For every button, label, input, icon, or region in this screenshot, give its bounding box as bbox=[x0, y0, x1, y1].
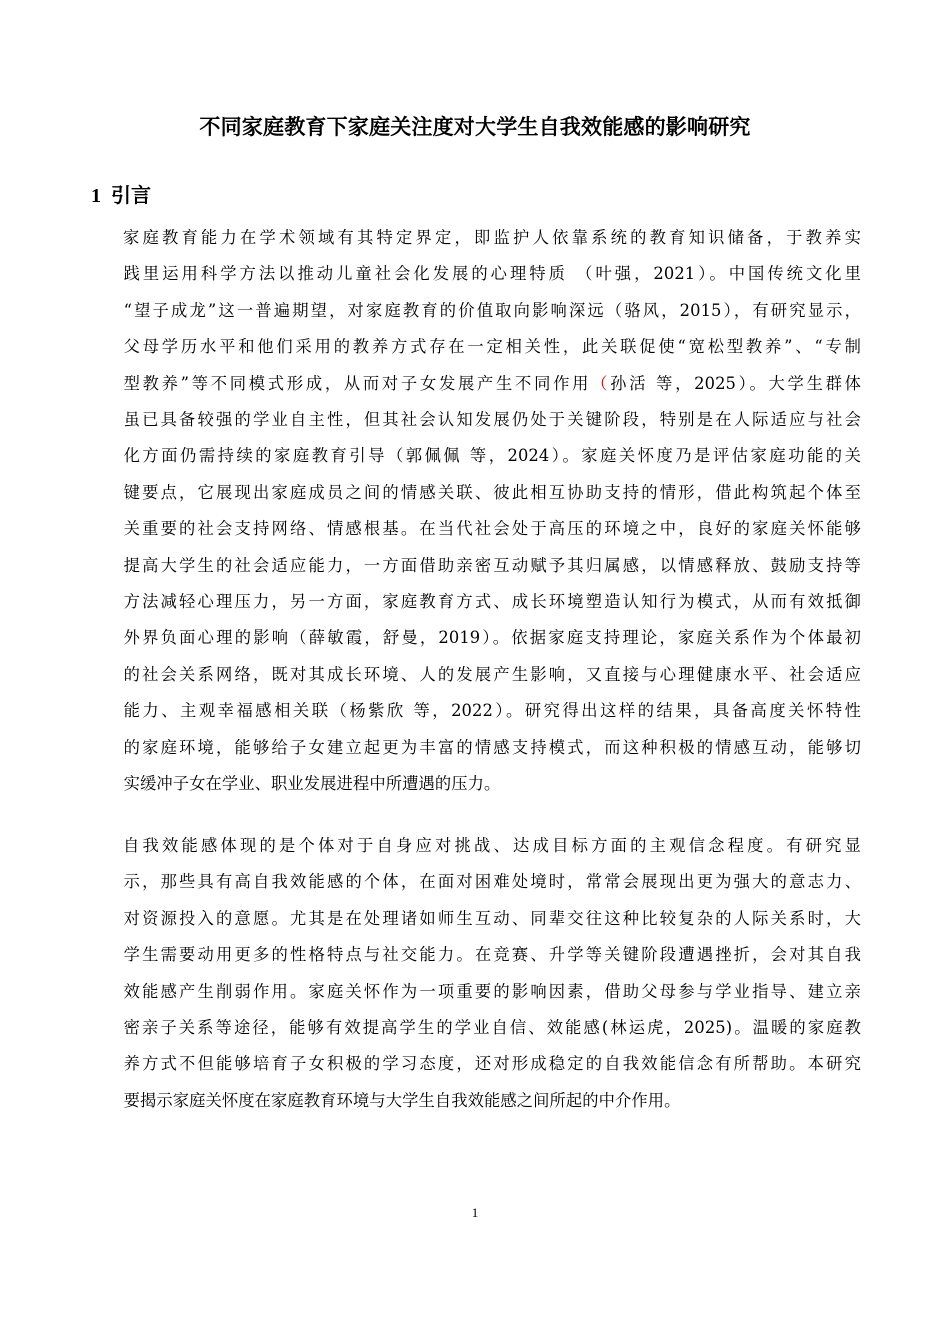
paragraph-line: 对资源投入的意愿。尤其是在处理诸如师生互动、同辈交往这种比较复杂的人际关系时，大 bbox=[123, 908, 861, 928]
line-text: 型教养”等不同模式形成，从而对子女发展产生不同作用 bbox=[123, 373, 592, 393]
paragraph-line: 养方式不但能够培育子女积极的学习态度，还对形成稳定的自我效能信念有所帮助。本研究 bbox=[123, 1054, 861, 1074]
section-title: 引言 bbox=[111, 183, 151, 207]
paper-title: 不同家庭教育下家庭关注度对大学生自我效能感的影响研究 bbox=[199, 115, 751, 139]
paragraph-line: 密亲子关系等途径，能够有效提高学生的学业自信、效能感(林运虎，2025)。温暖的家庭教 bbox=[123, 1018, 861, 1038]
paragraph-line: 提高大学生的社会适应能力，一方面借助亲密互动赋予其归属感，以情感释放、鼓励支持等 bbox=[123, 555, 861, 575]
page-number: 1 bbox=[471, 1205, 479, 1220]
paragraph-line: 家庭教育能力在学术领域有其特定界定，即监护人依靠系统的教育知识储备，于教养实 bbox=[123, 228, 861, 247]
intro-paragraph-1 bbox=[91, 220, 861, 803]
section-heading bbox=[91, 180, 151, 211]
paragraph-line: “望子成龙”这一普遍期望，对家庭教育的价值取向影响深远（骆风，2015），有研究显示， bbox=[123, 300, 861, 320]
section-number: 1 bbox=[91, 185, 101, 207]
paragraph-line: 自我效能感体现的是个体对于自身应对挑战、达成目标方面的主观信念程度。有研究显 bbox=[123, 836, 861, 855]
paragraph-line: 的社会关系网络，既对其成长环境、人的发展产生影响，又直接与心理健康水平、社会适应 bbox=[123, 664, 861, 684]
paragraph-line: 效能感产生削弱作用。家庭关怀作为一项重要的影响因素，借助父母参与学业指导、建立亲 bbox=[123, 981, 861, 1001]
paragraph-line: 父母学历水平和他们采用的教养方式存在一定相关性，此关联促使“宽松型教养”、“专制 bbox=[123, 337, 861, 357]
paragraph-line: 学生需要动用更多的性格特点与社交能力。在竞赛、升学等关键阶段遭遇挫折，会对其自我 bbox=[123, 945, 861, 965]
paragraph-line: 方法减轻心理压力，另一方面，家庭教育方式、成长环境塑造认知行为模式，从而有效抵御 bbox=[123, 592, 861, 612]
paragraph-line: 践里运用科学方法以推动儿童社会化发展的心理特质 （叶强，2021）。中国传统文化里 bbox=[123, 264, 861, 284]
paragraph-line: 要揭示家庭关怀度在家庭教育环境与大学生自我效能感之间所起的中介作用。 bbox=[123, 1090, 681, 1110]
paragraph-line: 示，那些具有高自我效能感的个体，在面对困难处境时，常常会展现出更为强大的意志力、 bbox=[123, 872, 861, 892]
paragraph-line: 能力、主观幸福感相关联（杨紫欣 等，2022）。研究得出这样的结果，具备高度关怀特性 bbox=[123, 701, 861, 721]
paragraph-line: 实缓冲子女在学业、职业发展进程中所遭遇的压力。 bbox=[123, 774, 501, 794]
paragraph-line-with-citation bbox=[91, 366, 861, 402]
citation-text: 孙活 等，2025）。大学生群体 bbox=[610, 373, 861, 393]
paragraph-line: 关重要的社会支持网络、情感根基。在当代社会处于高压的环境之中，良好的家庭关怀能够 bbox=[123, 519, 861, 539]
paragraph-line: 化方面仍需持续的家庭教育引导（郭佩佩 等，2024）。家庭关怀度乃是评估家庭功能的关 bbox=[123, 446, 861, 466]
paragraph-line: 的家庭环境，能够给子女建立起更为丰富的情感支持模式，而这种积极的情感互动，能够切 bbox=[123, 737, 861, 757]
intro-paragraph-2 bbox=[91, 828, 861, 1119]
paragraph-line: 虽已具备较强的学业自主性，但其社会认知发展仍处于关键阶段，特别是在人际适应与社会 bbox=[123, 410, 861, 430]
paragraph-line: 键要点，它展现出家庭成员之间的情感关联、彼此相互协助支持的情形，借此构筑起个体至 bbox=[123, 482, 861, 502]
paragraph-line: 外界负面心理的影响（薛敏霞，舒曼，2019）。依据家庭支持理论，家庭关系作为个体最初 bbox=[123, 628, 861, 648]
citation-parenthesis-red: （ bbox=[591, 373, 611, 393]
